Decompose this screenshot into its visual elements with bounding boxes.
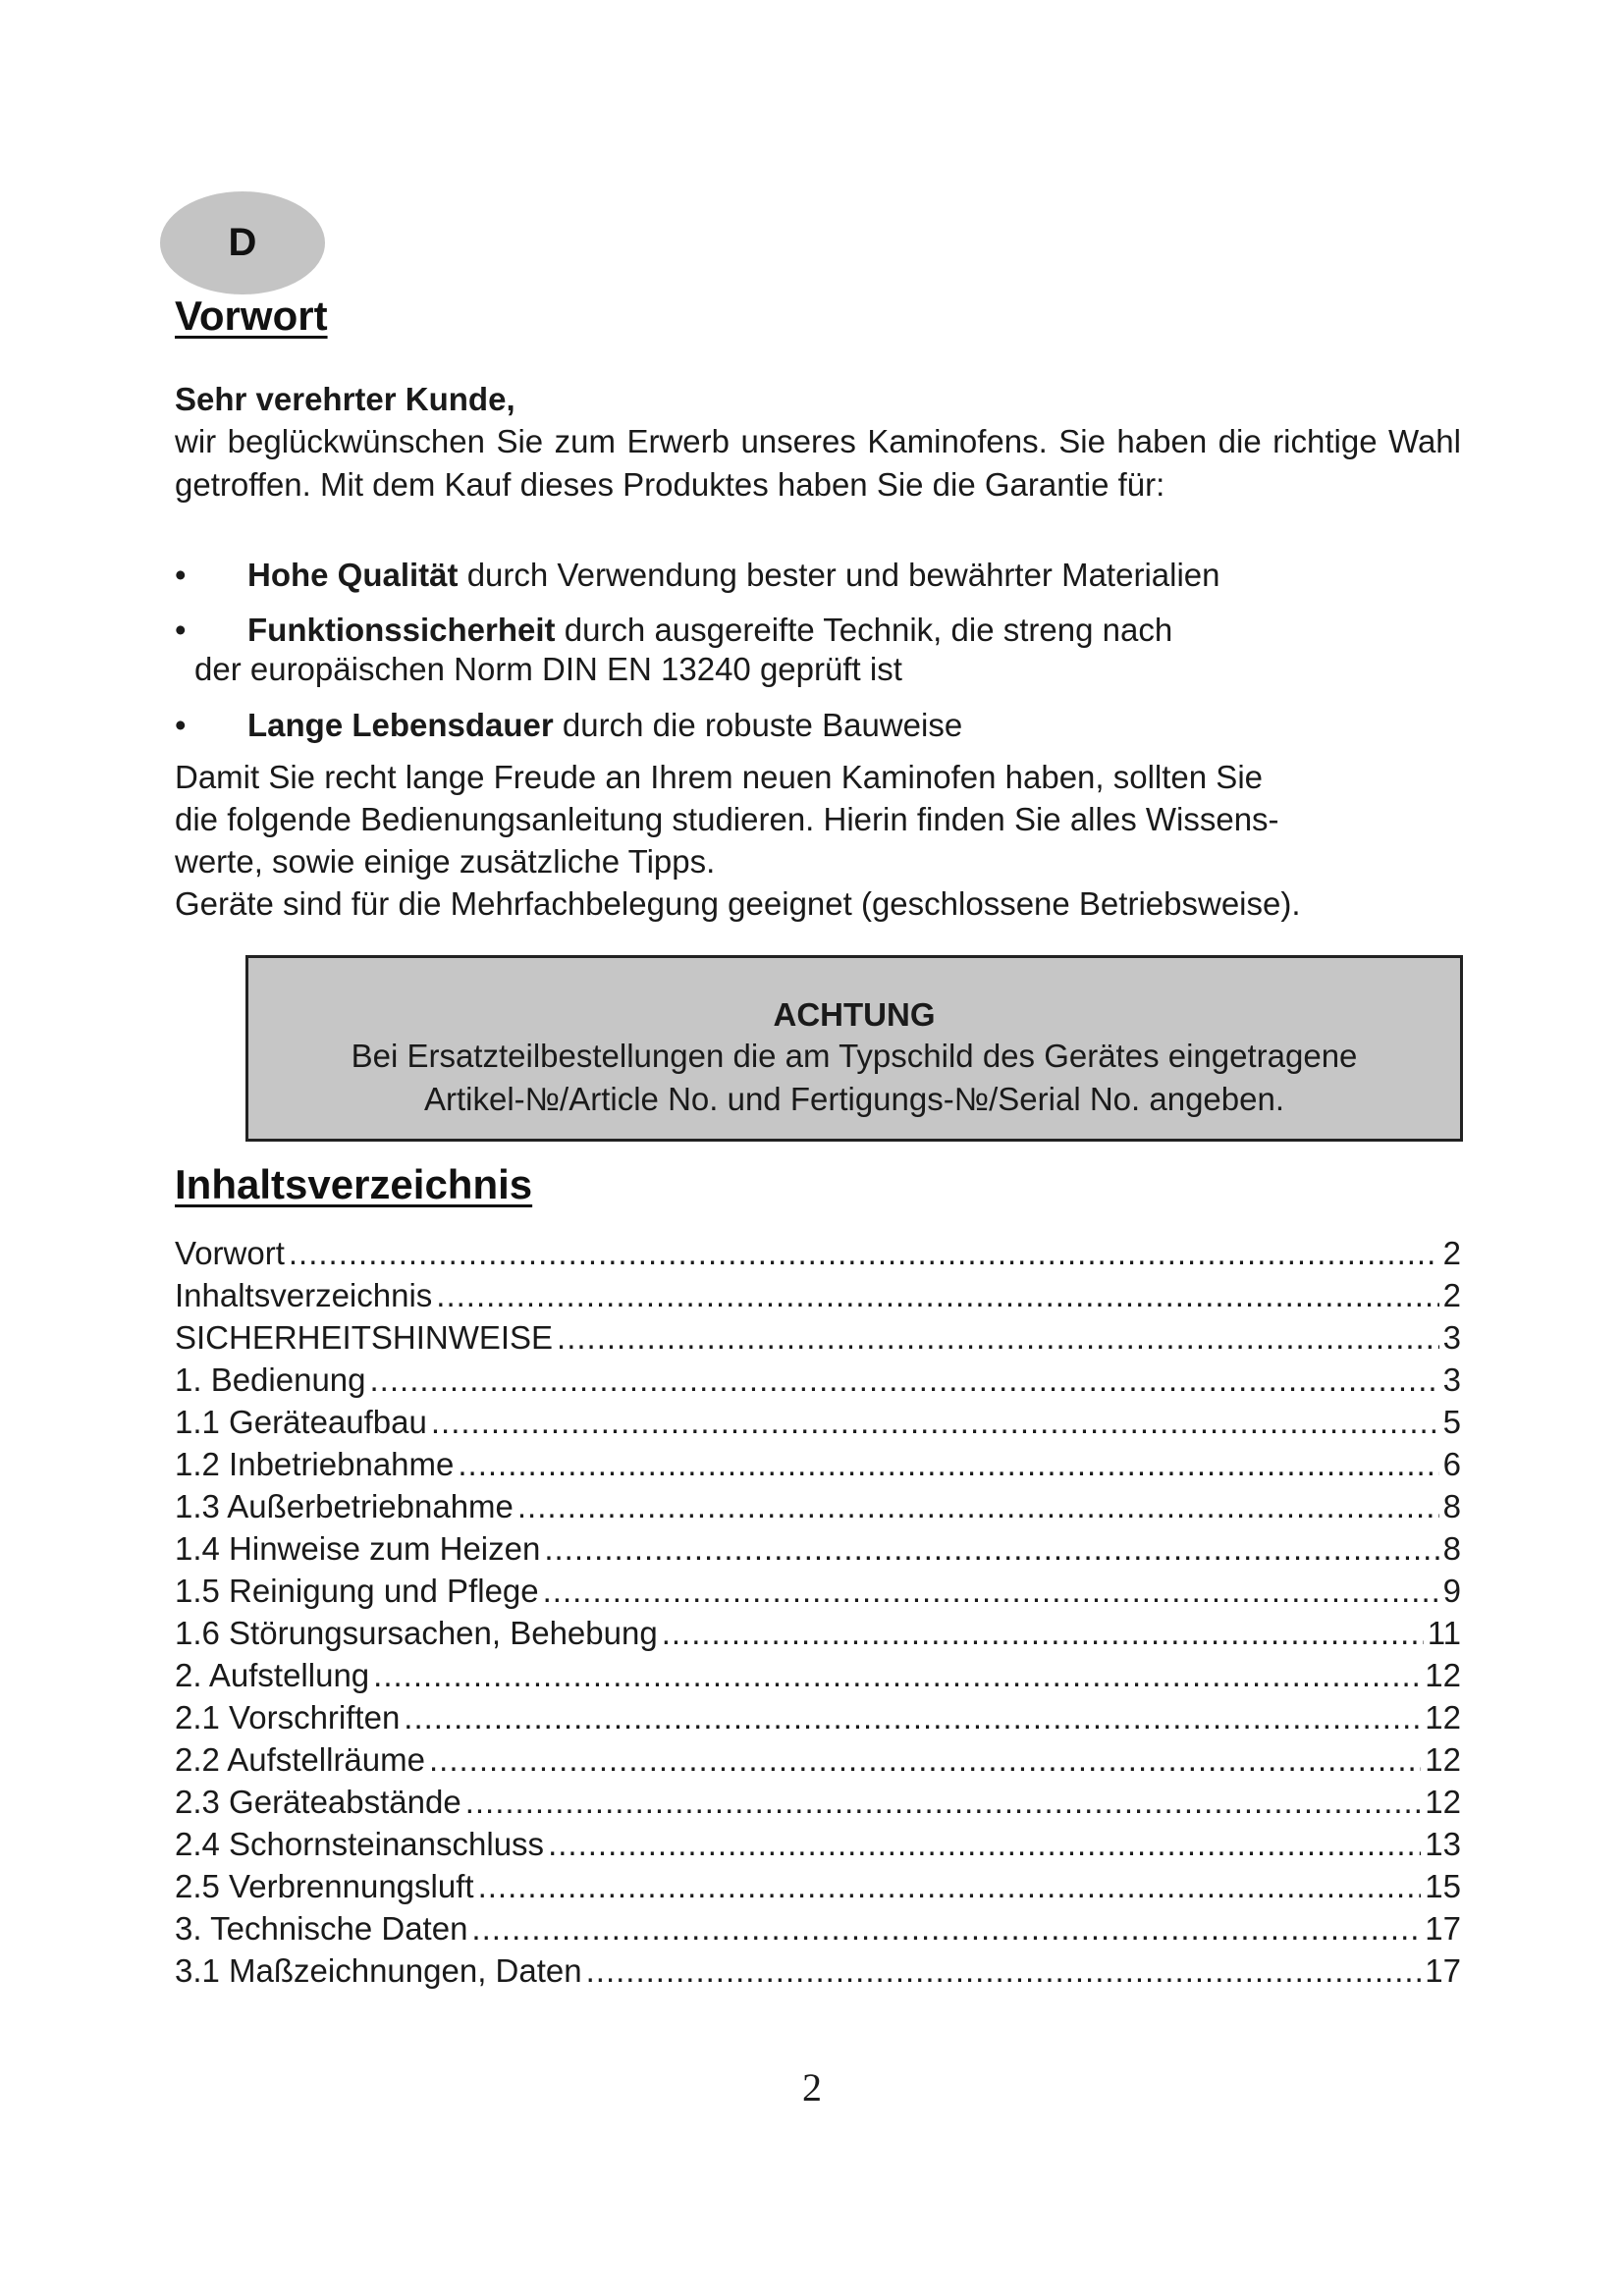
toc-entry[interactable] [175,1316,1461,1359]
toc-entry-page: 11 [1427,1615,1461,1651]
toc-entry-label: 1. Bedienung [175,1362,366,1398]
toc-dot-leader [436,1274,1438,1316]
toc-entry[interactable] [175,1359,1461,1401]
closing-line: Geräte sind für die Mehrfachbelegung geeignet (geschlossene Betriebsweise). [175,885,1301,922]
toc-entry-label: 2.1 Vorschriften [175,1699,401,1735]
bullet-continuation: der europäischen Norm DIN EN 13240 geprüft ist [194,651,902,687]
toc-entry-label: 1.1 Geräteaufbau [175,1404,427,1440]
toc-entry-page: 2 [1442,1235,1461,1271]
toc-dot-leader [543,1570,1439,1612]
toc-entry[interactable] [175,1570,1461,1612]
toc-entry-label: 2.2 Aufstellräume [175,1741,425,1778]
bullet-rest: durch Verwendung bester und bewährter Materialien [458,557,1220,593]
language-badge: D [160,191,325,294]
toc-entry-page: 12 [1425,1657,1461,1693]
toc-entry-page: 12 [1425,1699,1461,1735]
notice-line: Artikel-№/Article No. und Fertigungs-№/Serial No. angeben. [423,1081,1284,1117]
toc-entry-label: 1.5 Reinigung und Pflege [175,1573,539,1609]
toc-entry-label: 1.4 Hinweise zum Heizen [175,1530,541,1567]
toc-entry-label: 2. Aufstellung [175,1657,370,1693]
toc-dot-leader [548,1823,1421,1865]
toc-entry[interactable] [175,1443,1461,1485]
toc-entry[interactable] [175,1232,1461,1274]
closing-paragraph [175,756,1461,925]
toc-entry[interactable] [175,1781,1461,1823]
toc-entry[interactable] [175,1485,1461,1527]
toc-entry[interactable] [175,1696,1461,1738]
toc-entry-page: 3 [1442,1362,1461,1398]
bullet-symbol: • [175,707,187,743]
intro-paragraph: wir beglückwünschen Sie zum Erwerb unseres Kaminofens. Sie haben die richtige Wahl getroffen. Mit dem Kauf dieses Produktes haben Sie die Garantie für: [175,423,1461,503]
toc-entry-page: 13 [1425,1826,1461,1862]
toc-entry[interactable] [175,1654,1461,1696]
greeting: Sehr verehrter Kunde, [175,381,515,417]
bullet-symbol: • [175,612,187,648]
bullet-text [247,556,1220,595]
toc-dot-leader [289,1232,1439,1274]
bullet-rest: durch ausgereifte Technik, die streng nach [555,612,1173,648]
toc-dot-leader [662,1612,1424,1654]
toc-dot-leader [544,1527,1438,1570]
toc-dot-leader [465,1781,1422,1823]
bullet-bold: Hohe Qualität [247,557,459,593]
closing-line: Damit Sie recht lange Freude an Ihrem neuen Kaminofen haben, sollten Sie [175,759,1263,795]
toc-entry-page: 12 [1425,1784,1461,1820]
bullet-text [247,706,962,745]
toc-dot-leader [373,1654,1421,1696]
toc-list [175,1232,1461,1992]
notice-line: Bei Ersatzteilbestellungen die am Typschild des Gerätes eingetragene [351,1038,1358,1074]
toc-entry-label: 1.3 Außerbetriebnahme [175,1488,514,1524]
bullet-bold: Funktionssicherheit [247,612,556,648]
toc-entry[interactable] [175,1949,1461,1992]
toc-entry[interactable] [175,1738,1461,1781]
toc-dot-leader [517,1485,1439,1527]
toc-entry-page: 2 [1442,1277,1461,1313]
toc-dot-leader [458,1443,1438,1485]
bullet-text [247,611,1172,650]
toc-entry-label: 2.4 Schornsteinanschluss [175,1826,545,1862]
toc-entry[interactable] [175,1823,1461,1865]
toc-dot-leader [431,1401,1439,1443]
toc-entry-label: 2.3 Geräteabstände [175,1784,461,1820]
toc-entry[interactable] [175,1907,1461,1949]
toc-entry-label: Vorwort [175,1235,285,1271]
page-number: 2 [802,2065,822,2109]
toc-dot-leader [404,1696,1421,1738]
toc-entry-label: 1.6 Störungsursachen, Behebung [175,1615,658,1651]
toc-entry[interactable] [175,1865,1461,1907]
toc-entry-page: 6 [1442,1446,1461,1482]
toc-entry-page: 15 [1425,1868,1461,1904]
toc-entry-page: 3 [1442,1319,1461,1356]
toc-entry-label: 3.1 Maßzeichnungen, Daten [175,1952,582,1989]
preface-heading: Vorwort [175,293,328,339]
toc-entry-label: Inhaltsverzeichnis [175,1277,433,1313]
bullet-symbol: • [175,557,187,593]
closing-line: die folgende Bedienungsanleitung studieren. Hierin finden Sie alles Wissens- [175,801,1279,837]
toc-dot-leader [370,1359,1439,1401]
toc-dot-leader [586,1949,1422,1992]
toc-entry-page: 12 [1425,1741,1461,1778]
closing-line: werte, sowie einige zusätzliche Tipps. [175,843,716,880]
bullet-bold: Lange Lebensdauer [247,707,554,743]
toc-entry-label: 3. Technische Daten [175,1910,468,1947]
toc-entry[interactable] [175,1274,1461,1316]
toc-entry-label: 1.2 Inbetriebnahme [175,1446,455,1482]
notice-box [245,955,1463,1142]
toc-entry[interactable] [175,1612,1461,1654]
toc-dot-leader [429,1738,1421,1781]
toc-entry-page: 8 [1442,1530,1461,1567]
toc-entry-page: 17 [1425,1910,1461,1947]
toc-entry-label: SICHERHEITSHINWEISE [175,1319,554,1356]
toc-entry-page: 9 [1442,1573,1461,1609]
toc-entry[interactable] [175,1527,1461,1570]
toc-entry-label: 2.5 Verbrennungsluft [175,1868,474,1904]
toc-entry[interactable] [175,1401,1461,1443]
toc-heading: Inhaltsverzeichnis [175,1161,533,1207]
bullet-rest: durch die robuste Bauweise [553,707,963,743]
toc-dot-leader [478,1865,1422,1907]
toc-entry-page: 17 [1425,1952,1461,1989]
toc-entry-page: 5 [1442,1404,1461,1440]
toc-entry-page: 8 [1442,1488,1461,1524]
toc-dot-leader [557,1316,1439,1359]
notice-title: ACHTUNG [773,996,936,1033]
toc-dot-leader [471,1907,1421,1949]
